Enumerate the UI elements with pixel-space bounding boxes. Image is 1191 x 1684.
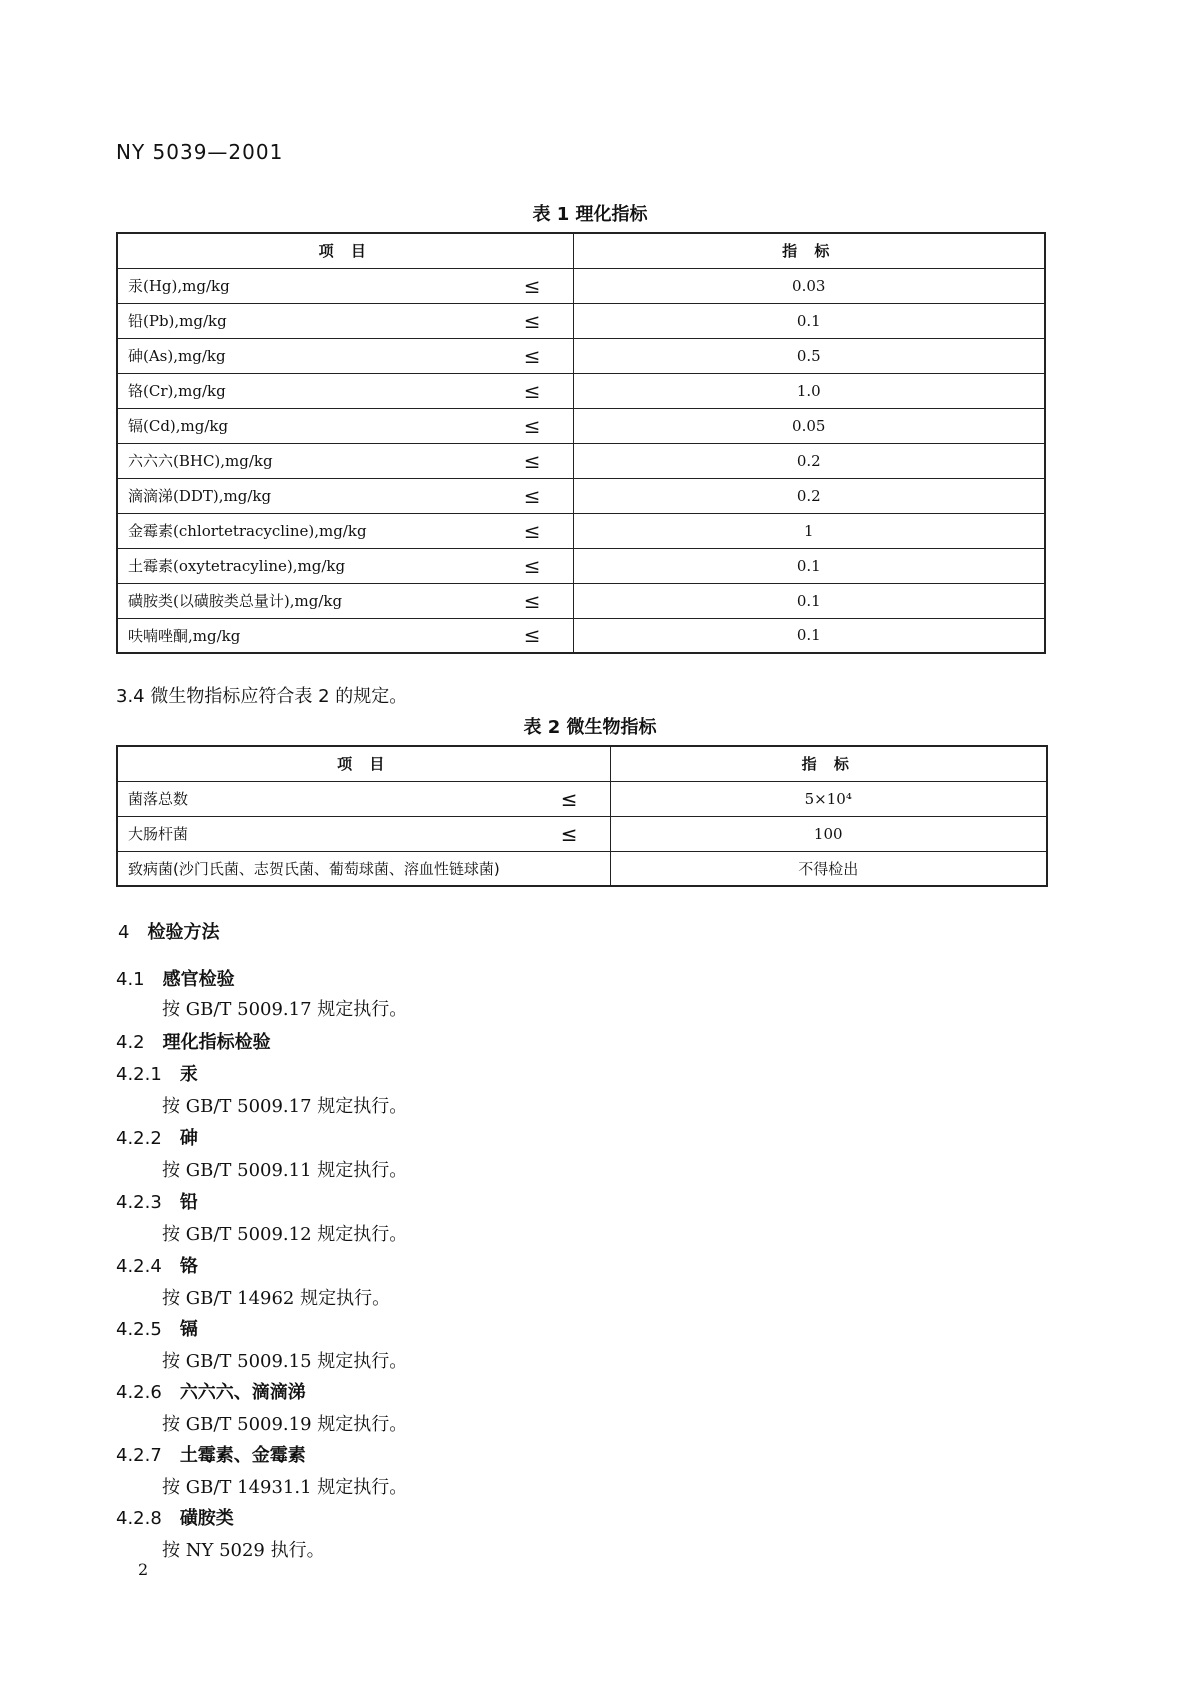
table1-item-label: 铬(Cr),mg/kg — [128, 382, 226, 400]
page-number: 2 — [138, 1560, 149, 1579]
leq-symbol: ≤ — [560, 786, 578, 811]
section-number: 4.2.2 — [116, 1128, 162, 1149]
leq-symbol: ≤ — [523, 273, 541, 298]
section-text: 按 GB/T 14931.1 规定执行。 — [162, 1477, 408, 1498]
table1-value-cell: 0.1 — [573, 583, 1045, 618]
leq-symbol: ≤ — [523, 413, 541, 438]
section-number: 4.2.7 — [116, 1445, 162, 1466]
section-title: 理化指标检验 — [162, 1032, 271, 1053]
section-title: 磺胺类 — [179, 1508, 234, 1529]
table1-item-cell — [117, 583, 573, 618]
table1-value-cell: 0.05 — [573, 408, 1045, 443]
table1-value-cell: 0.03 — [573, 268, 1045, 303]
section-title: 六六六、滴滴涕 — [179, 1382, 306, 1403]
section-title: 检验方法 — [147, 922, 220, 943]
table1-item-label: 滴滴涕(DDT),mg/kg — [128, 487, 272, 505]
table1-value-cell: 0.2 — [573, 478, 1045, 513]
table1-item-label: 六六六(BHC),mg/kg — [128, 452, 273, 470]
section-text: 按 NY 5029 执行。 — [162, 1540, 325, 1561]
clause-3-4: 3.4 微生物指标应符合表 2 的规定。 — [116, 686, 408, 707]
table1-item-label: 镉(Cd),mg/kg — [128, 417, 229, 435]
table1-row — [117, 478, 1045, 513]
table2-value-cell: 100 — [610, 816, 1047, 851]
section-heading — [116, 1188, 198, 1214]
section-title: 感官检验 — [162, 969, 235, 990]
section-number: 4.2.1 — [116, 1064, 162, 1085]
leq-symbol: ≤ — [523, 448, 541, 473]
section-number: 4.2.3 — [116, 1192, 162, 1213]
table1-col-item: 项 目 — [117, 233, 573, 268]
table1-row — [117, 583, 1045, 618]
table2-item-label: 致病菌(沙门氏菌、志贺氏菌、葡萄球菌、溶血性链球菌) — [128, 859, 500, 878]
table1-row — [117, 338, 1045, 373]
section-number: 4.2.5 — [116, 1319, 162, 1340]
section-number: 4.2.4 — [116, 1256, 162, 1277]
section-number: 4.1 — [116, 969, 145, 990]
section-title: 土霉素、金霉素 — [179, 1445, 306, 1466]
leq-symbol: ≤ — [523, 378, 541, 403]
table1-item-cell — [117, 373, 573, 408]
section-number: 4.2.6 — [116, 1382, 162, 1403]
table1-item-label: 土霉素(oxytetracyline),mg/kg — [128, 557, 346, 575]
table1-item-cell — [117, 338, 573, 373]
table1-body — [117, 268, 1045, 653]
section-title: 砷 — [179, 1128, 198, 1149]
table2-col-item: 项 目 — [117, 746, 610, 781]
leq-symbol: ≤ — [560, 821, 578, 846]
section-text: 按 GB/T 5009.17 规定执行。 — [162, 999, 408, 1020]
table1-value-cell: 0.1 — [573, 548, 1045, 583]
table2-body — [117, 781, 1047, 886]
table2-item-cell — [117, 781, 610, 816]
table1-caption: 表 1 理化指标 — [532, 204, 648, 225]
table1-col-value: 指 标 — [573, 233, 1045, 268]
table2-value-cell: 不得检出 — [610, 851, 1047, 886]
table1-item-cell — [117, 268, 573, 303]
table1-value-cell: 0.5 — [573, 338, 1045, 373]
table1-item-cell — [117, 548, 573, 583]
section-heading — [116, 965, 235, 991]
table1-item-label: 金霉素(chlortetracycline),mg/kg — [128, 522, 367, 540]
section-title: 铬 — [179, 1256, 198, 1277]
section-text: 按 GB/T 5009.15 规定执行。 — [162, 1351, 408, 1372]
table2-item-label: 大肠杆菌 — [128, 825, 189, 843]
table2-item-label: 菌落总数 — [128, 790, 189, 808]
leq-symbol: ≤ — [523, 308, 541, 333]
table1-value-cell: 0.1 — [573, 618, 1045, 653]
table1-row — [117, 408, 1045, 443]
section-text: 按 GB/T 5009.11 规定执行。 — [162, 1160, 408, 1181]
table2-microbial — [116, 745, 1048, 887]
table1-row — [117, 548, 1045, 583]
section-number: 4.2.8 — [116, 1508, 162, 1529]
table2-row — [117, 851, 1047, 886]
table2-row — [117, 816, 1047, 851]
leq-symbol: ≤ — [523, 588, 541, 613]
table1-row — [117, 443, 1045, 478]
section-heading — [116, 1504, 234, 1530]
table2-caption: 表 2 微生物指标 — [523, 717, 657, 738]
leq-symbol: ≤ — [523, 343, 541, 368]
section-text: 按 GB/T 5009.12 规定执行。 — [162, 1224, 408, 1245]
table1-row — [117, 268, 1045, 303]
table2-row — [117, 781, 1047, 816]
table1-item-cell — [117, 303, 573, 338]
table1-value-cell: 0.1 — [573, 303, 1045, 338]
standard-code: NY 5039—2001 — [116, 140, 284, 164]
table1-row — [117, 373, 1045, 408]
table2-value-cell: 5×10⁴ — [610, 781, 1047, 816]
section-heading — [116, 1441, 306, 1467]
section-title: 汞 — [179, 1064, 198, 1085]
table1-item-label: 磺胺类(以磺胺类总量计),mg/kg — [128, 592, 343, 610]
table1-item-cell — [117, 478, 573, 513]
section-heading — [116, 1378, 306, 1404]
section-heading — [116, 1028, 271, 1054]
section-text: 按 GB/T 5009.19 规定执行。 — [162, 1414, 408, 1435]
leq-symbol: ≤ — [523, 518, 541, 543]
section-text: 按 GB/T 14962 规定执行。 — [162, 1288, 391, 1309]
table1-row — [117, 618, 1045, 653]
section-heading — [118, 918, 219, 944]
section-title: 铅 — [179, 1192, 198, 1213]
table1-item-label: 呋喃唑酮,mg/kg — [128, 626, 241, 645]
section-heading — [116, 1315, 198, 1341]
leq-symbol: ≤ — [523, 623, 541, 648]
table1-item-label: 铅(Pb),mg/kg — [128, 312, 227, 330]
table2-col-value: 指 标 — [610, 746, 1047, 781]
section-text: 按 GB/T 5009.17 规定执行。 — [162, 1096, 408, 1117]
table1-item-label: 砷(As),mg/kg — [128, 347, 226, 365]
table1-row — [117, 513, 1045, 548]
table1-item-cell — [117, 408, 573, 443]
table1-row — [117, 303, 1045, 338]
table1-value-cell: 1.0 — [573, 373, 1045, 408]
table1-item-cell — [117, 513, 573, 548]
table1-value-cell: 1 — [573, 513, 1045, 548]
section-number: 4 — [118, 922, 130, 943]
table1-physicochemical — [116, 232, 1046, 654]
section-number: 4.2 — [116, 1032, 145, 1053]
table2-item-cell — [117, 816, 610, 851]
section-heading — [116, 1124, 198, 1150]
section-title: 镉 — [179, 1319, 198, 1340]
section-heading — [116, 1252, 198, 1278]
table1-value-cell: 0.2 — [573, 443, 1045, 478]
table1-item-cell — [117, 618, 573, 653]
leq-symbol: ≤ — [523, 483, 541, 508]
section-heading — [116, 1060, 198, 1086]
table1-item-label: 汞(Hg),mg/kg — [128, 277, 230, 295]
leq-symbol: ≤ — [523, 553, 541, 578]
table2-item-cell — [117, 851, 610, 886]
table1-item-cell — [117, 443, 573, 478]
